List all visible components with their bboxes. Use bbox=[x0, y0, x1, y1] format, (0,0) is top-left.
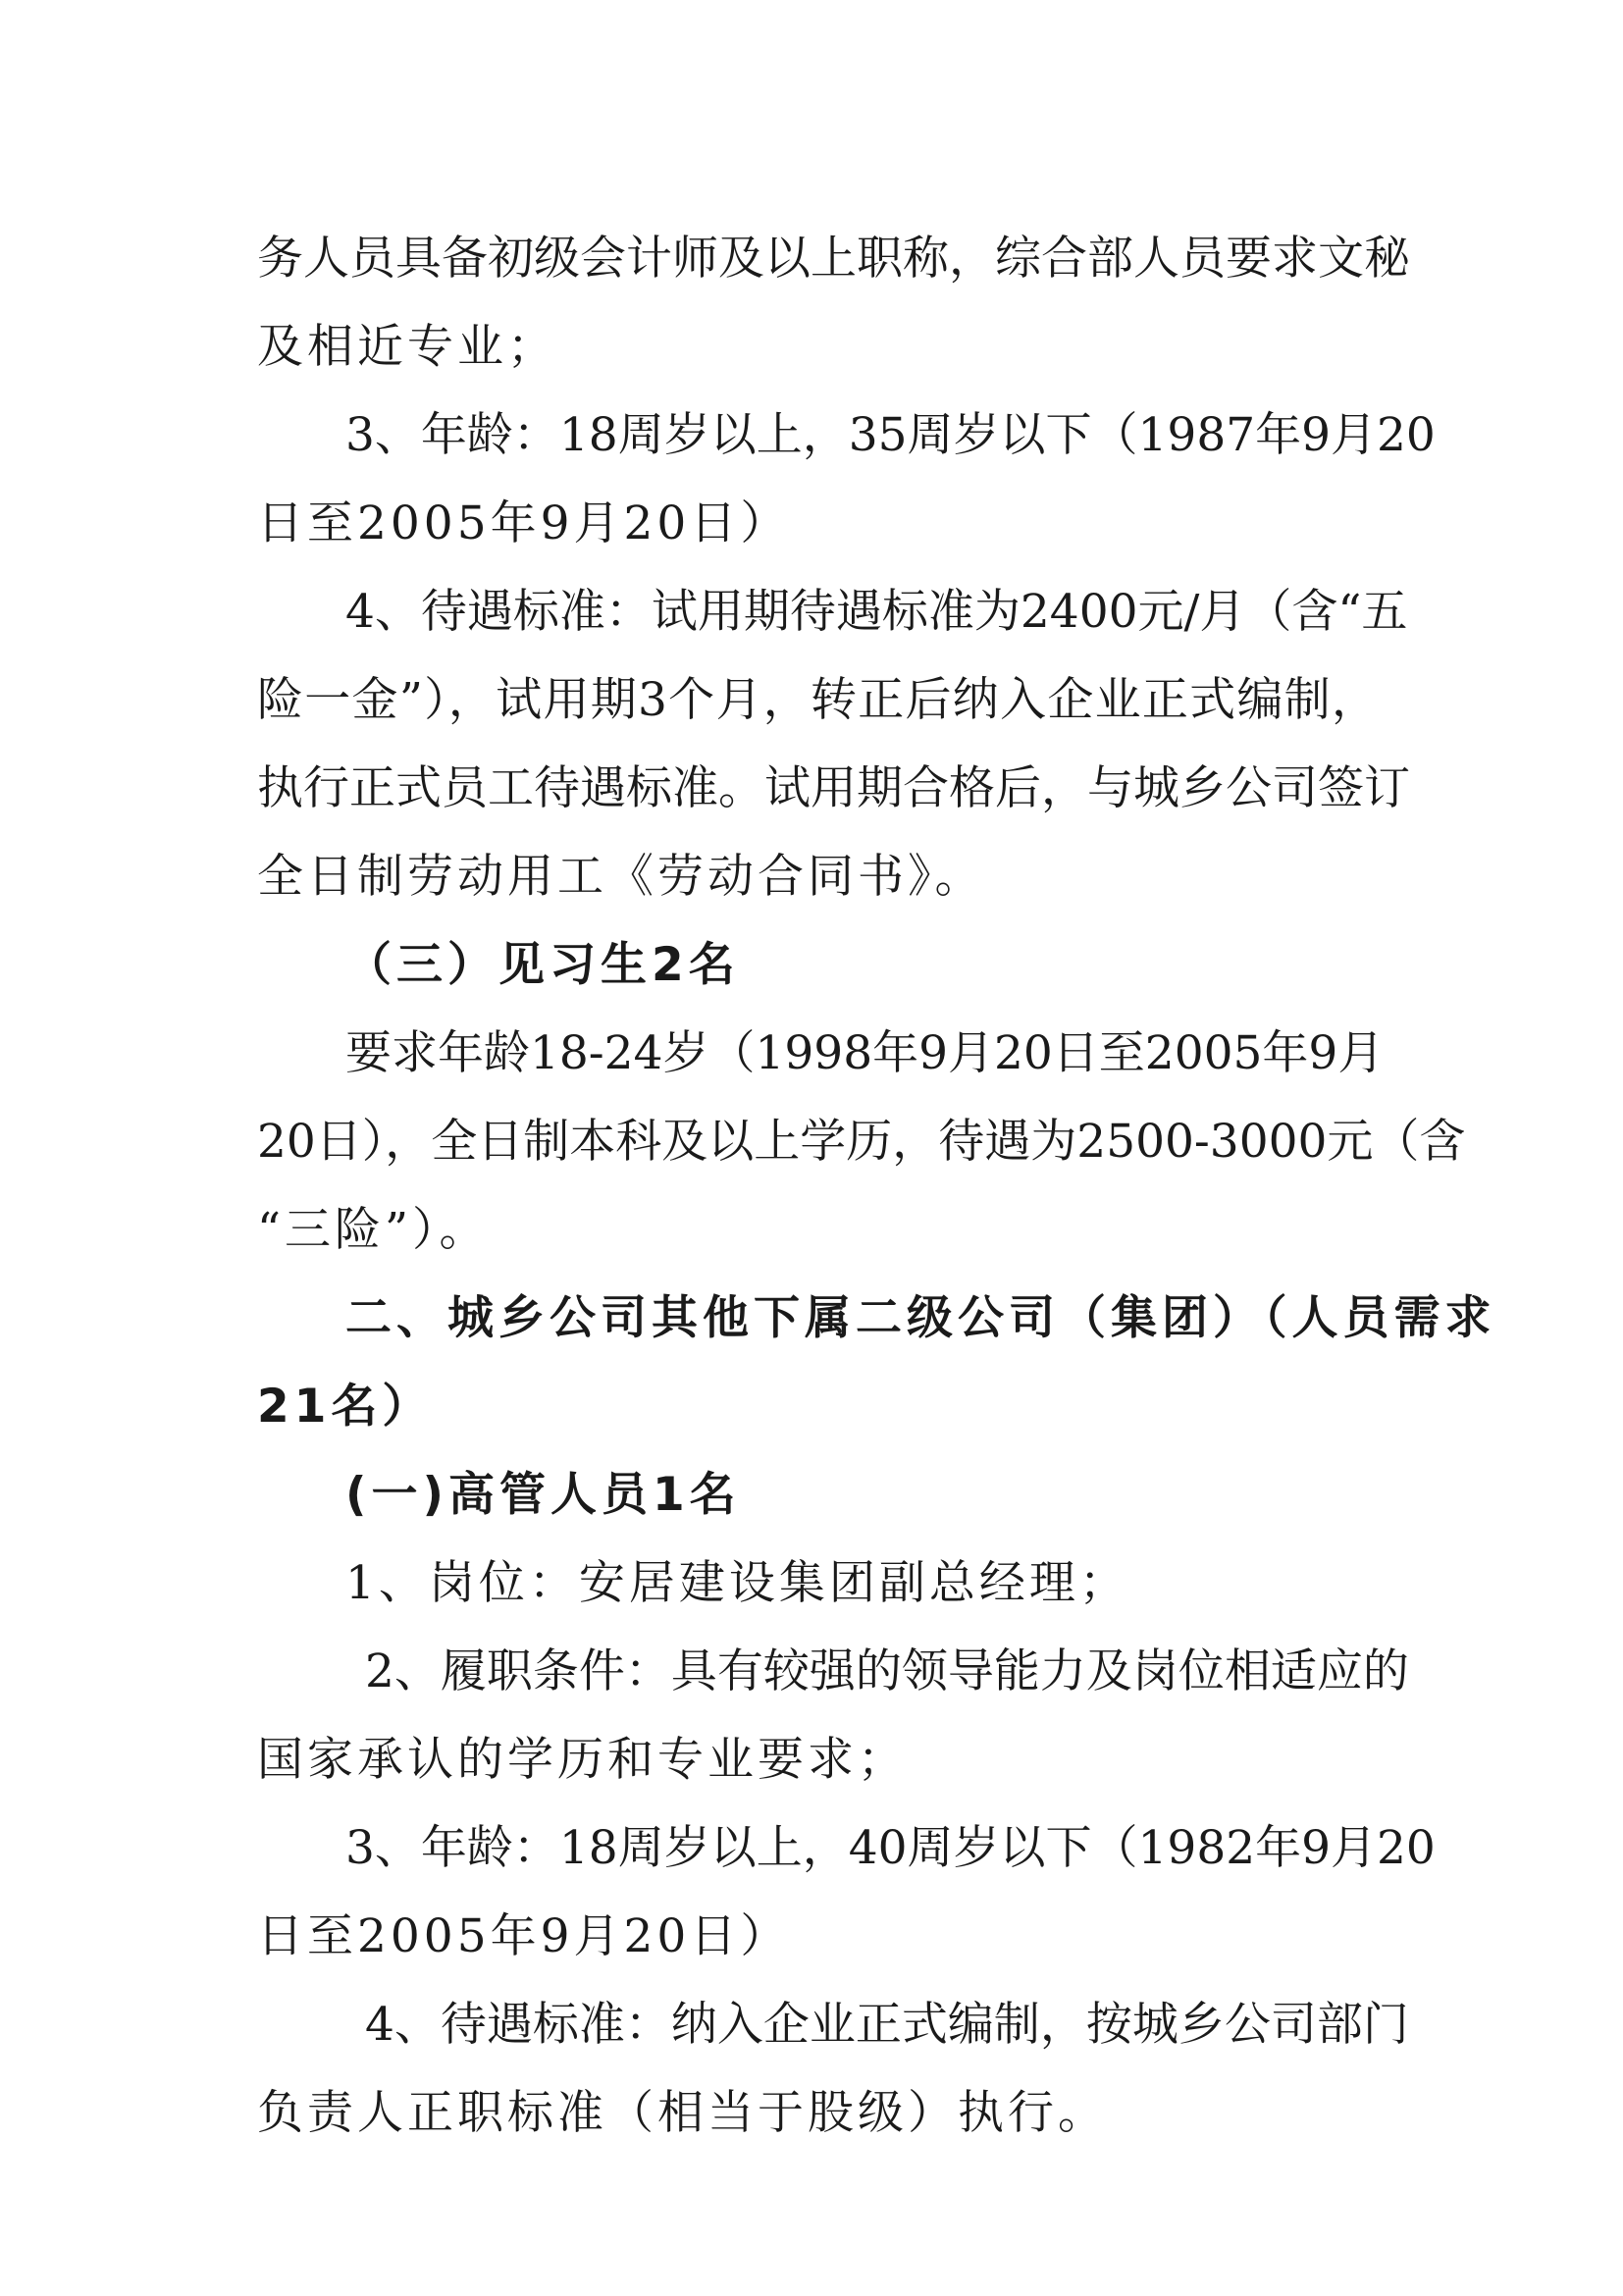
section-heading: 21名） bbox=[257, 1380, 434, 1434]
section-heading: 二、城乡公司其他下属二级公司（集团）（人员需求 bbox=[345, 1291, 1496, 1345]
paragraph-line: 执行正式员工待遇标准。试用期合格后，与城乡公司签订 bbox=[257, 761, 1410, 815]
paragraph-line: 及相近专业； bbox=[257, 320, 557, 374]
paragraph-line: 2、履职条件：具有较强的领导能力及岗位相适应的 bbox=[365, 1644, 1409, 1698]
paragraph-line: 1、岗位：安居建设集团副总经理； bbox=[345, 1556, 1129, 1610]
paragraph-line: 务人员具备初级会计师及以上职称，综合部人员要求文秘 bbox=[257, 232, 1410, 286]
paragraph-line: 负责人正职标准（相当于股级）执行。 bbox=[257, 2086, 1108, 2140]
paragraph-line: 全日制劳动用工《劳动合同书》。 bbox=[257, 850, 985, 904]
section-heading: (一)高管人员1名 bbox=[345, 1468, 741, 1522]
paragraph-line: “三险”）。 bbox=[257, 1203, 490, 1257]
paragraph-line: 日至2005年9月20日） bbox=[257, 496, 791, 550]
paragraph-line: 险一金”），试用期3个月，转正后纳入企业正式编制， bbox=[257, 673, 1378, 727]
paragraph-line: 要求年龄18-24岁（1998年9月20日至2005年9月 bbox=[345, 1026, 1385, 1080]
paragraph-line: 日至2005年9月20日） bbox=[257, 1909, 791, 1963]
paragraph-line: 4、待遇标准：纳入企业正式编制，按城乡公司部门 bbox=[365, 1998, 1409, 2052]
paragraph-line: 4、待遇标准：试用期待遇标准为2400元/月（含“五 bbox=[345, 585, 1408, 639]
paragraph-line: 3、年龄：18周岁以上，40周岁以下（1982年9月20 bbox=[345, 1821, 1436, 1875]
paragraph-line: 国家承认的学历和专业要求； bbox=[257, 1733, 908, 1787]
paragraph-line: 20日），全日制本科及以上学历，待遇为2500-3000元（含 bbox=[257, 1115, 1466, 1169]
paragraph-line: 3、年龄：18周岁以上，35周岁以下（1987年9月20 bbox=[345, 408, 1436, 462]
section-heading: （三）见习生2名 bbox=[345, 938, 740, 992]
